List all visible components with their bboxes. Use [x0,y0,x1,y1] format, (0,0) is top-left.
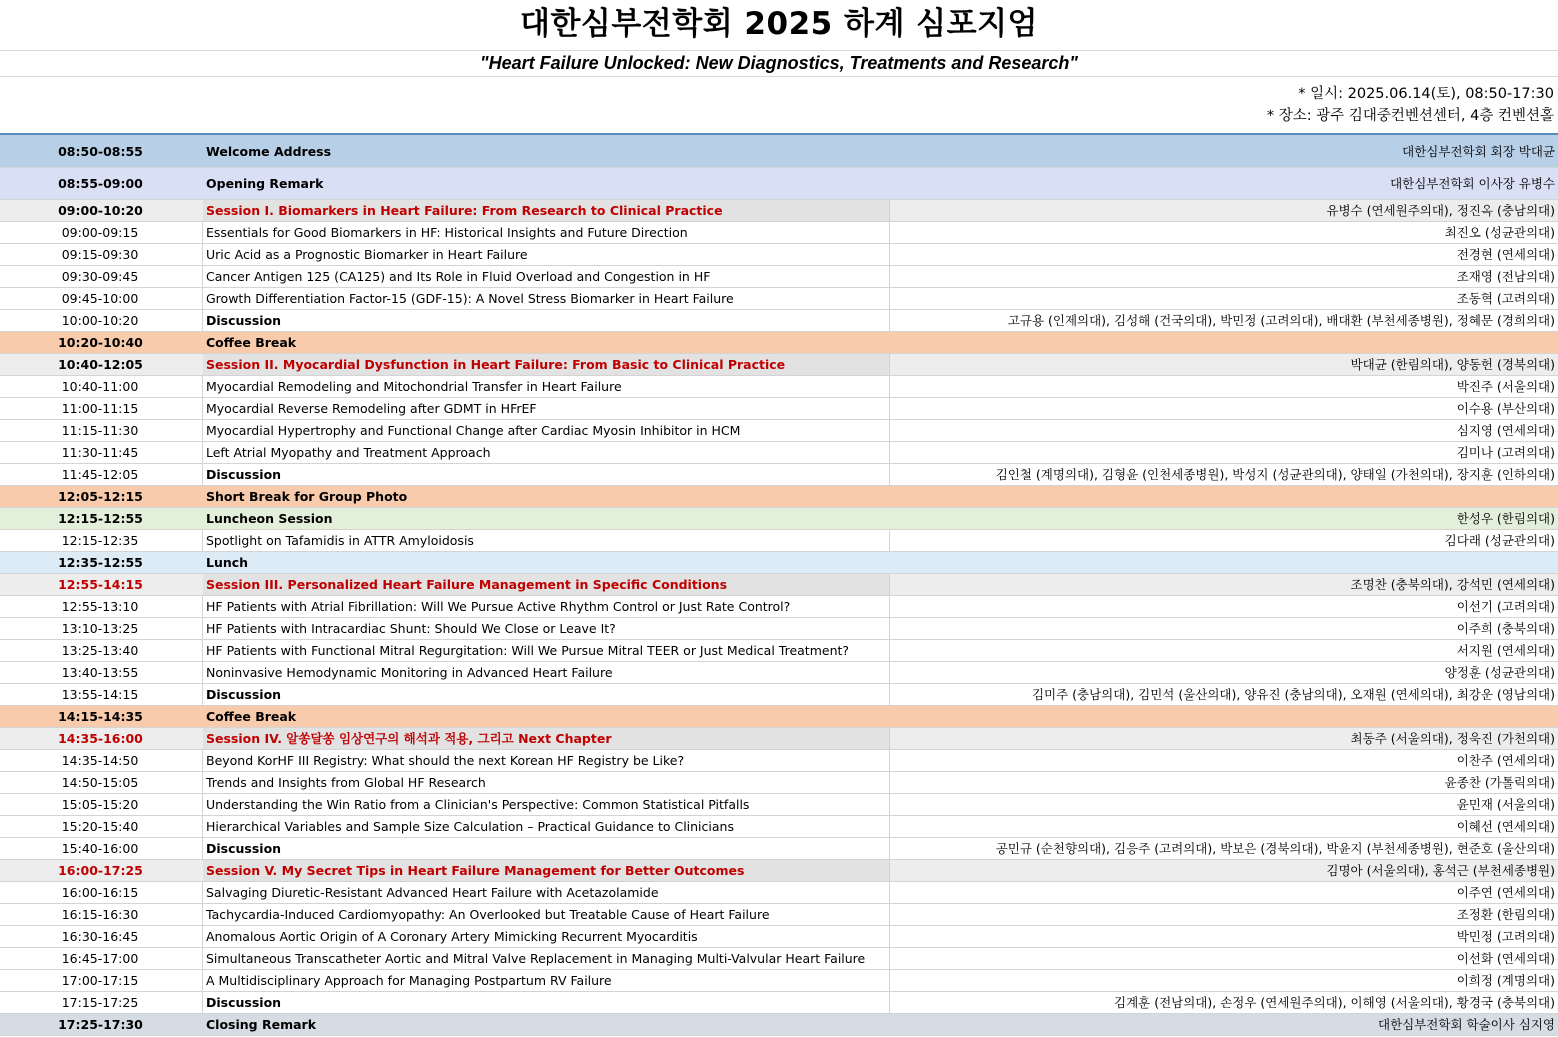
schedule-topic: HF Patients with Intracardiac Shunt: Should We Close or Leave It? [203,618,890,639]
schedule-time: 10:00-10:20 [0,310,203,331]
schedule-row-talk [0,222,1558,244]
schedule-speaker: 한성우 (한림의대) [1456,511,1555,526]
schedule-row-session-red [0,728,1558,750]
schedule-row-talk [0,376,1558,398]
schedule-row-lunch [0,552,1558,574]
schedule-time: 13:40-13:55 [0,662,203,683]
schedule-speaker: 박대균 (한림의대), 양동헌 (경북의대) [1350,357,1555,372]
schedule-time: 15:20-15:40 [0,816,203,837]
schedule-time: 14:35-16:00 [58,731,143,746]
schedule-speaker: 전경현 (연세의대) [1456,247,1555,262]
page-title: 대한심부전학회 2025 하계 심포지엄 [0,0,1558,51]
schedule-row-discussion [0,684,1558,706]
schedule-time: 08:50-08:55 [58,144,143,159]
schedule-row-talk [0,640,1558,662]
schedule-speaker: 박민정 (고려의대) [1456,929,1555,944]
schedule-speaker: 최동주 (서울의대), 정욱진 (가천의대) [1350,731,1555,746]
schedule-row-break [0,332,1558,354]
schedule-speaker: 대한심부전학회 이사장 유병수 [1390,176,1555,191]
schedule-row-talk [0,948,1558,970]
schedule-time: 08:55-09:00 [58,176,143,191]
schedule-topic: Opening Remark [206,176,324,191]
schedule-row-opening [0,168,1558,200]
schedule-speaker: 조동혁 (고려의대) [1456,291,1555,306]
schedule-topic: Cancer Antigen 125 (CA125) and Its Role in Fluid Overload and Congestion in HF [203,266,890,287]
schedule-speaker: 이선화 (연세의대) [1456,951,1555,966]
schedule-speaker: 대한심부전학회 학술이사 심지영 [1378,1017,1555,1032]
schedule-topic: Session I. Biomarkers in Heart Failure: From Research to Clinical Practice [203,200,890,221]
schedule-topic: Anomalous Aortic Origin of A Coronary Artery Mimicking Recurrent Myocarditis [203,926,890,947]
event-info [0,77,1558,135]
schedule-topic: Trends and Insights from Global HF Research [203,772,890,793]
schedule-speaker: 심지영 (연세의대) [1456,423,1555,438]
page-subtitle: "Heart Failure Unlocked: New Diagnostics, Treatments and Research" [0,51,1558,77]
schedule-speaker: 서지원 (연세의대) [1456,643,1555,658]
schedule-speaker: 조정환 (한림의대) [1456,907,1555,922]
schedule-time: 09:15-09:30 [0,244,203,265]
schedule-speaker: 양정훈 (성균관의대) [1444,665,1555,680]
schedule-topic: Essentials for Good Biomarkers in HF: Historical Insights and Future Direction [203,222,890,243]
schedule-time: 10:20-10:40 [58,335,143,350]
schedule-time: 12:05-12:15 [58,489,143,504]
schedule-speaker: 이찬주 (연세의대) [1456,753,1555,768]
schedule-speaker: 고규용 (인제의대), 김성해 (건국의대), 박민정 (고려의대), 배대환 (부천세종병원), 정혜문 (경희의대) [1007,313,1555,328]
schedule-time: 10:40-12:05 [58,357,143,372]
schedule-topic: Discussion [203,464,890,485]
schedule-row-talk [0,288,1558,310]
schedule-topic: Growth Differentiation Factor-15 (GDF-15): A Novel Stress Biomarker in Heart Failure [203,288,890,309]
schedule-table [0,135,1558,1036]
schedule-speaker: 조명찬 (충북의대), 강석민 (연세의대) [1350,577,1555,592]
schedule-speaker: 김미주 (충남의대), 김민석 (울산의대), 양유진 (충남의대), 오재원 (연세의대), 최강운 (영남의대) [1031,687,1555,702]
schedule-topic: Tachycardia-Induced Cardiomyopathy: An Overlooked but Treatable Cause of Heart Failure [203,904,890,925]
schedule-time: 12:35-12:55 [58,555,143,570]
schedule-topic: Myocardial Reverse Remodeling after GDMT in HFrEF [203,398,890,419]
schedule-topic: HF Patients with Functional Mitral Regurgitation: Will We Pursue Mitral TEER or Just Medical Treatment? [203,640,890,661]
schedule-row-discussion [0,310,1558,332]
schedule-time: 09:00-09:15 [0,222,203,243]
schedule-speaker [890,706,1558,727]
schedule-time: 11:15-11:30 [0,420,203,441]
schedule-row-talk [0,816,1558,838]
schedule-topic: Lunch [206,555,249,570]
schedule-row-talk [0,904,1558,926]
schedule-topic: Beyond KorHF III Registry: What should the next Korean HF Registry be Like? [203,750,890,771]
schedule-topic: Discussion [203,838,890,859]
schedule-topic: HF Patients with Atrial Fibrillation: Will We Pursue Active Rhythm Control or Just Rate Control? [203,596,890,617]
schedule-time: 09:00-10:20 [58,203,143,218]
schedule-time: 11:30-11:45 [0,442,203,463]
schedule-topic: Short Break for Group Photo [206,489,408,504]
schedule-row-talk [0,662,1558,684]
schedule-speaker: 대한심부전학회 회장 박대균 [1402,144,1555,159]
schedule-topic: Discussion [203,992,890,1013]
schedule-topic: A Multidisciplinary Approach for Managing Postpartum RV Failure [203,970,890,991]
schedule-speaker [890,332,1558,353]
schedule-topic: Noninvasive Hemodynamic Monitoring in Advanced Heart Failure [203,662,890,683]
schedule-row-talk [0,772,1558,794]
schedule-time: 12:15-12:55 [58,511,143,526]
schedule-topic: Myocardial Hypertrophy and Functional Change after Cardiac Myosin Inhibitor in HCM [203,420,890,441]
schedule-speaker: 이혜선 (연세의대) [1456,819,1555,834]
schedule-row-session [0,200,1558,222]
schedule-topic: Myocardial Remodeling and Mitochondrial Transfer in Heart Failure [203,376,890,397]
schedule-speaker: 이희정 (계명의대) [1456,973,1555,988]
event-date: * 일시: 2025.06.14(토), 08:50-17:30 [1298,86,1554,102]
schedule-row-discussion [0,464,1558,486]
schedule-time: 14:15-14:35 [58,709,143,724]
schedule-speaker: 박진주 (서울의대) [1456,379,1555,394]
schedule-time: 16:00-16:15 [0,882,203,903]
schedule-time: 12:55-13:10 [0,596,203,617]
schedule-row-session-red [0,860,1558,882]
schedule-time: 15:40-16:00 [0,838,203,859]
schedule-row-break [0,706,1558,728]
schedule-row-talk [0,750,1558,772]
schedule-row-welcome [0,135,1558,168]
schedule-speaker: 이선기 (고려의대) [1456,599,1555,614]
schedule-row-talk [0,618,1558,640]
schedule-speaker: 이수용 (부산의대) [1456,401,1555,416]
schedule-time: 17:25-17:30 [58,1017,143,1032]
schedule-topic: Coffee Break [206,709,297,724]
schedule-topic: Simultaneous Transcatheter Aortic and Mitral Valve Replacement in Managing Multi-Valvular Heart Failure [203,948,890,969]
schedule-row-talk [0,442,1558,464]
schedule-speaker: 이주희 (충북의대) [1456,621,1555,636]
schedule-time: 09:30-09:45 [0,266,203,287]
schedule-time: 14:50-15:05 [0,772,203,793]
schedule-row-session-red [0,574,1558,596]
schedule-time: 15:05-15:20 [0,794,203,815]
schedule-topic: Session II. Myocardial Dysfunction in Heart Failure: From Basic to Clinical Practice [203,354,890,375]
schedule-speaker: 이주연 (연세의대) [1456,885,1555,900]
schedule-time: 12:55-14:15 [58,577,143,592]
schedule-time: 17:00-17:15 [0,970,203,991]
schedule-time: 11:45-12:05 [0,464,203,485]
schedule-row-talk [0,244,1558,266]
schedule-row-discussion [0,838,1558,860]
schedule-time: 09:45-10:00 [0,288,203,309]
schedule-row-talk [0,596,1558,618]
schedule-row-discussion [0,992,1558,1014]
schedule-row-talk [0,420,1558,442]
schedule-row-talk [0,926,1558,948]
schedule-time: 16:15-16:30 [0,904,203,925]
schedule-topic: Closing Remark [206,1017,317,1032]
schedule-speaker [890,486,1558,507]
schedule-row-break [0,486,1558,508]
schedule-topic: Session III. Personalized Heart Failure Management in Specific Conditions [203,574,890,595]
schedule-topic: Discussion [203,684,890,705]
schedule-topic: Welcome Address [206,144,332,159]
schedule-time: 10:40-11:00 [0,376,203,397]
schedule-row-talk [0,398,1558,420]
schedule-time: 12:15-12:35 [0,530,203,551]
schedule-time: 16:00-17:25 [58,863,143,878]
schedule-row-session [0,354,1558,376]
schedule-topic: Session V. My Secret Tips in Heart Failure Management for Better Outcomes [203,860,890,881]
schedule-time: 14:35-14:50 [0,750,203,771]
schedule-topic: Discussion [203,310,890,331]
schedule-row-talk [0,530,1558,552]
schedule-topic: Coffee Break [206,335,297,350]
schedule-time: 16:30-16:45 [0,926,203,947]
event-venue: * 장소: 광주 김대중컨벤션센터, 4층 컨벤션홀 [1266,108,1554,124]
schedule-topic: Salvaging Diuretic-Resistant Advanced Heart Failure with Acetazolamide [203,882,890,903]
schedule-time: 16:45-17:00 [0,948,203,969]
schedule-time: 13:25-13:40 [0,640,203,661]
schedule-topic: Spotlight on Tafamidis in ATTR Amyloidosis [203,530,890,551]
schedule-topic: Luncheon Session [206,511,333,526]
schedule-row-luncheon [0,508,1558,530]
schedule-row-talk [0,266,1558,288]
schedule-time: 13:55-14:15 [0,684,203,705]
schedule-speaker: 김다래 (성균관의대) [1444,533,1555,548]
schedule-speaker: 유병수 (연세원주의대), 정진옥 (충남의대) [1326,203,1555,218]
schedule-speaker: 윤민재 (서울의대) [1456,797,1555,812]
schedule-speaker: 김미나 (고려의대) [1456,445,1555,460]
schedule-row-talk [0,970,1558,992]
schedule-time: 13:10-13:25 [0,618,203,639]
schedule-speaker [890,552,1558,573]
schedule-speaker: 최진오 (성균관의대) [1444,225,1555,240]
schedule-topic: Uric Acid as a Prognostic Biomarker in Heart Failure [203,244,890,265]
schedule-speaker: 김인철 (계명의대), 김형윤 (인천세종병원), 박성지 (성균관의대), 양태일 (가천의대), 장지훈 (인하의대) [995,467,1555,482]
schedule-row-talk [0,882,1558,904]
schedule-speaker: 윤종찬 (가톨릭의대) [1444,775,1555,790]
schedule-speaker: 공민규 (순천향의대), 김응주 (고려의대), 박보은 (경북의대), 박윤지 (부천세종병원), 현준호 (울산의대) [995,841,1555,856]
schedule-row-talk [0,794,1558,816]
schedule-time: 11:00-11:15 [0,398,203,419]
schedule-time: 17:15-17:25 [0,992,203,1013]
schedule-topic: Left Atrial Myopathy and Treatment Approach [203,442,890,463]
schedule-topic: Hierarchical Variables and Sample Size Calculation – Practical Guidance to Clinicians [203,816,890,837]
schedule-speaker: 조재영 (전남의대) [1456,269,1555,284]
schedule-speaker: 김명아 (서울의대), 홍석근 (부천세종병원) [1326,863,1555,878]
schedule-row-closing [0,1014,1558,1036]
schedule-topic: Understanding the Win Ratio from a Clinician's Perspective: Common Statistical Pitfalls [203,794,890,815]
schedule-topic: Session IV. 알쏭달쏭 임상연구의 해석과 적용, 그리고 Next Chapter [203,728,890,749]
schedule-speaker: 김계훈 (전남의대), 손정우 (연세원주의대), 이해영 (서울의대), 황경국 (충북의대) [1114,995,1555,1010]
